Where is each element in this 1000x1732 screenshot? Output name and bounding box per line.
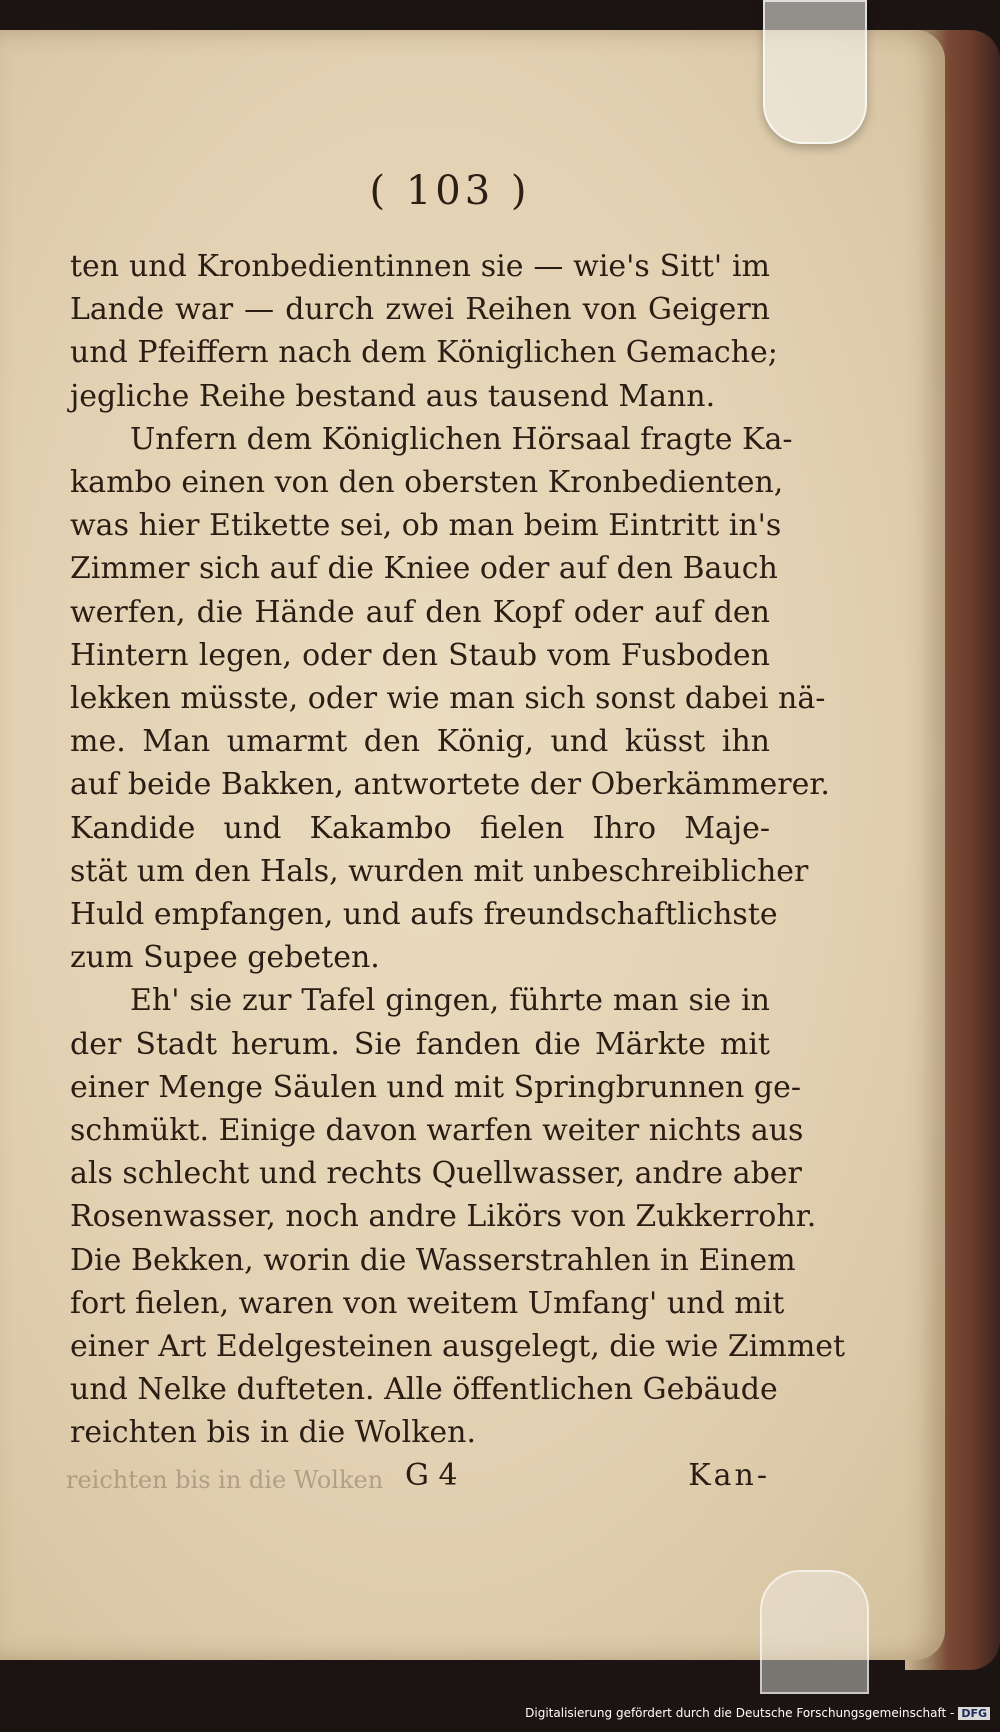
bleed-through-text: reichten bis in die Wolken [66, 1466, 384, 1494]
text-line: und Nelke dufteten. Alle öffentlichen Gebäude [70, 1372, 778, 1408]
text-line: stät um den Hals, wurden mit unbeschreiblicher [70, 853, 809, 889]
text-line: Hintern legen, oder den Staub vom Fusboden [70, 637, 770, 673]
catchword: Kan- [688, 1458, 770, 1493]
text-line: einer Art Edelgesteinen ausgelegt, die wie Zimmet [70, 1329, 846, 1365]
text-line: me. Man umarmt den König, und küsst ihn [70, 724, 770, 760]
text-line: werfen, die Hände auf den Kopf oder auf den [70, 594, 770, 630]
text-line: reichten bis in die Wolken. [70, 1415, 476, 1451]
text-line: Rosenwasser, noch andre Likörs von Zukkerrohr. [70, 1199, 817, 1235]
text-line: Kandide und Kakambo fielen Ihro Maje- [70, 810, 770, 846]
text-line: Die Bekken, worin die Wasserstrahlen in Einem [70, 1242, 796, 1278]
page-header [0, 168, 1000, 214]
signature-mark: G 4 [405, 1458, 458, 1493]
text-line: Huld empfangen, und aufs freundschaftlichste [70, 897, 778, 933]
page-text-block [70, 245, 846, 1455]
text-line: schmükt. Einige davon warfen weiter nichts aus [70, 1113, 804, 1149]
text-line: der Stadt herum. Sie fanden die Märkte mit [70, 1026, 770, 1062]
page-clip-top [763, 0, 867, 144]
page-clip-bottom [760, 1570, 869, 1694]
page-number: ( 103 ) [369, 168, 531, 214]
text-line: auf beide Bakken, antwortete der Oberkämmerer. [70, 767, 830, 803]
text-line: kambo einen von den obersten Kronbedienten, [70, 465, 784, 501]
text-line: Unfern dem Königlichen Hörsaal fragte Ka- [130, 421, 793, 457]
text-line: Lande war — durch zwei Reihen von Geigern [70, 292, 770, 328]
text-line: zum Supee gebeten. [70, 940, 380, 976]
digitization-credit [525, 1706, 990, 1728]
text-line: jegliche Reihe bestand aus tausend Mann. [70, 378, 716, 414]
dfg-logo: DFG [958, 1707, 990, 1720]
text-line: lekken müsste, oder wie man sich sonst dabei nä- [70, 681, 826, 717]
text-line: und Pfeiffern nach dem Königlichen Gemache; [70, 335, 778, 371]
text-line: Eh' sie zur Tafel gingen, führte man sie in [130, 983, 770, 1019]
text-line: ten und Kronbedientinnen sie — wie's Sitt' im [70, 249, 770, 284]
text-line: Zimmer sich auf die Kniee oder auf den Bauch [70, 551, 778, 587]
page-footer [70, 1458, 770, 1502]
credit-text: Digitalisierung gefördert durch die Deutsche Forschungsgemeinschaft - [525, 1706, 955, 1720]
text-line: fort fielen, waren von weitem Umfang' und mit [70, 1285, 785, 1321]
text-line: was hier Etikette sei, ob man beim Eintritt in's [70, 508, 782, 544]
text-line: einer Menge Säulen und mit Springbrunnen ge- [70, 1069, 802, 1105]
text-line: als schlecht und rechts Quellwasser, andre aber [70, 1156, 802, 1192]
